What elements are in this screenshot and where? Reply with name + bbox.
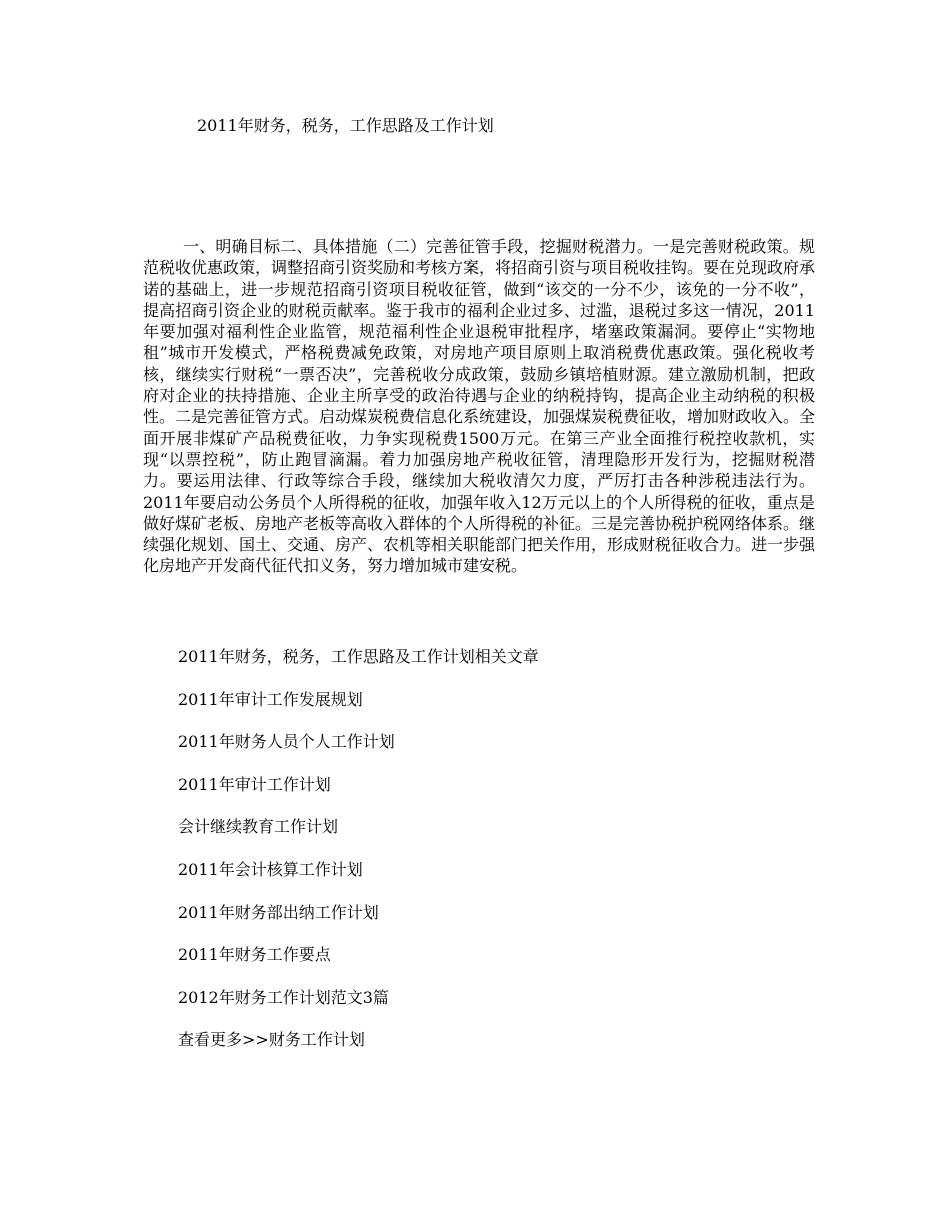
related-article-link-text[interactable]: 2012年财务工作计划范文3篇 <box>178 987 389 1007</box>
related-article-link-text[interactable]: 2011年财务工作要点 <box>178 945 331 965</box>
related-article-link-text[interactable]: 2011年财务部出纳工作计划 <box>178 902 379 922</box>
related-article-link[interactable] <box>178 987 539 1030</box>
related-article-link[interactable] <box>178 859 539 902</box>
related-articles-heading: 2011年财务，税务，工作思路及工作计划相关文章 <box>178 647 539 666</box>
related-article-link[interactable] <box>178 902 539 945</box>
related-articles-list <box>178 646 539 1072</box>
view-more-link-text[interactable]: 查看更多>>财务工作计划 <box>178 1030 365 1050</box>
related-article-link-text[interactable]: 2011年会计核算工作计划 <box>178 859 363 879</box>
page-title: 2011年财务，税务，工作思路及工作计划 <box>197 116 494 135</box>
body-paragraph: 一、明确目标二、具体措施（二）完善征管手段，挖掘财税潜力。一是完善财税政策。规范税收优惠政策，调整招商引资奖励和考核方案，将招商引资与项目税收挂钩。要在兑现政府承诺的基础上，进一步规范招商引资项目税收征管，做到“该交的一分不少，该免的一分不收”，提高招商引资企业的财税贡献率。鉴于我市的福利企业过多、过滥，退税过多这一情况，2011年要加强对福利性企业监管，规范福利性企业退税审批程序，堵塞政策漏洞。要停止“实物地租”城市开发模式，严格税费减免政策，对房地产项目原则上取消税费优惠政策。强化税收考核，继续实行财税“一票否决”，完善税收分成政策，鼓励乡镇培植财源。建立激励机制，把政府对企业的扶持措施、企业主所享受的政治待遇与企业的纳税持钩，提高企业主动纳税的积极性。二是完善征管方式。启动煤炭税费信息化系统建设，加强煤炭税费征收，增加财政收入。全面开展非煤矿产品税费征收，力争实现税费1500万元。在第三产业全面推行税控收款机，实现“以票控税”，防止跑冒滴漏。着力加强房地产税收征管，清理隐形开发行为，挖掘财税潜力。要运用法律、行政等综合手段，继续加大税收清欠力度，严厉打击各种涉税违法行为。2011年要启动公务员个人所得税的征收，加强年收入12万元以上的个人所得税的征收，重点是做好煤矿老板、房地产老板等高收入群体的个人所得税的补征。三是完善协税护税网络体系。继续强化规划、国土、交通、房产、农机等相关职能部门把关作用，形成财税征收合力。进一步强化房地产开发商代征代扣义务，努力增加城市建安税。 <box>143 237 816 576</box>
related-article-link[interactable] <box>178 689 539 732</box>
related-article-link-text[interactable]: 2011年审计工作发展规划 <box>178 689 363 709</box>
related-article-link[interactable] <box>178 731 539 774</box>
related-article-link-text[interactable]: 2011年审计工作计划 <box>178 774 331 794</box>
related-article-link-text[interactable]: 2011年财务人员个人工作计划 <box>178 732 395 752</box>
related-article-link-text[interactable]: 会计继续教育工作计划 <box>178 817 339 837</box>
view-more-link[interactable] <box>178 1029 539 1072</box>
related-article-link[interactable] <box>178 816 539 859</box>
related-article-link[interactable] <box>178 944 539 987</box>
related-article-link[interactable] <box>178 774 539 817</box>
